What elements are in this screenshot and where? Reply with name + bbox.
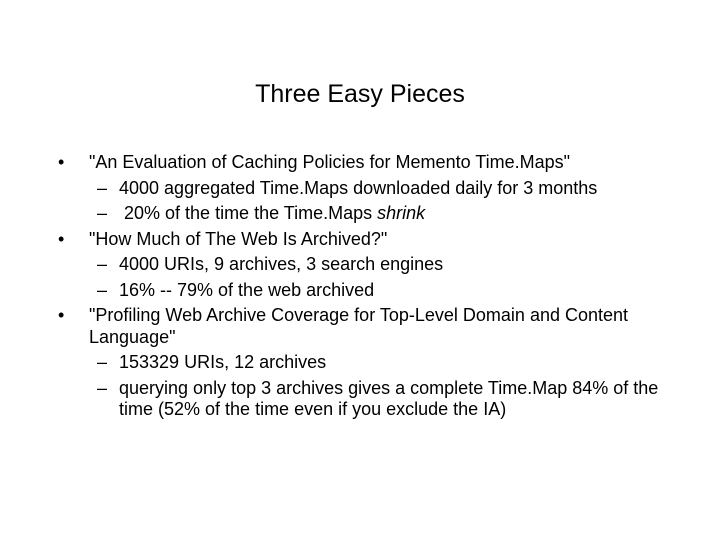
- sub-list-item: [0, 178, 720, 200]
- dash-icon: –: [97, 177, 108, 198]
- list-item: [0, 229, 720, 251]
- sub-list-item: [0, 352, 720, 374]
- dash-icon: –: [97, 203, 108, 223]
- list-item-text: "An Evaluation of Caching Policies for Memento Time.Maps": [89, 152, 570, 172]
- list-item: [0, 152, 720, 174]
- dash-icon: –: [97, 279, 108, 300]
- dash-icon: –: [97, 377, 108, 398]
- slide-title: Three Easy Pieces: [255, 80, 465, 108]
- list-item-text: "How Much of The Web Is Archived?": [89, 228, 388, 249]
- emphasis-text: shrink: [377, 203, 426, 223]
- list-item-text: "Profiling Web Archive Coverage for Top-Level Domain and Content Language": [89, 305, 629, 347]
- sub-list-item: [0, 378, 720, 421]
- bullet-list: [0, 152, 720, 421]
- sub-list-item-text: querying only top 3 archives gives a complete Time.Map 84% of the time (52% of the time even if you exclude the IA): [119, 377, 659, 419]
- sub-list-item: [0, 280, 720, 302]
- dash-icon: –: [97, 352, 108, 372]
- bullet-icon: •: [58, 305, 65, 325]
- sub-list-item: [0, 203, 720, 225]
- sub-list-item-text: 16% -- 79% of the web archived: [119, 279, 375, 300]
- sub-list-item-text: 4000 aggregated Time.Maps downloaded daily for 3 months: [119, 177, 598, 198]
- bullet-icon: •: [58, 152, 65, 172]
- bullet-icon: •: [58, 228, 65, 249]
- sub-list-item-text: 20% of the time the Time.Maps: [119, 203, 378, 223]
- sub-list-item: [0, 254, 720, 276]
- list-item: [0, 305, 720, 348]
- sub-list-item-text: 4000 URIs, 9 archives, 3 search engines: [119, 254, 444, 274]
- sub-list-item-text: 153329 URIs, 12 archives: [119, 352, 327, 372]
- dash-icon: –: [97, 254, 108, 274]
